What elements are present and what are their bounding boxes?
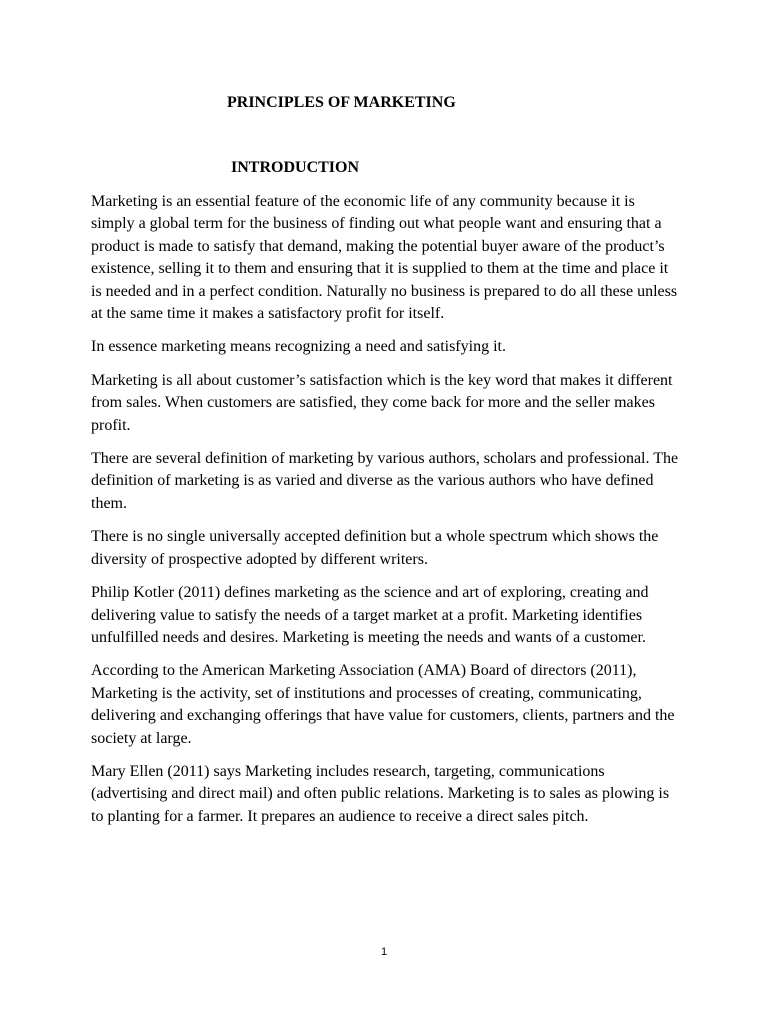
paragraph: In essence marketing means recognizing a need and satisfying it. [91, 338, 506, 356]
paragraph: There are several definition of marketing by various authors, scholars and professional. The definition of marketing is as varied and diverse as the various authors who have defined them. [91, 450, 679, 512]
paragraph: There is no single universally accepted definition but a whole spectrum which shows the diversity of prospective adopted by different writers. [91, 528, 659, 568]
paragraph: Philip Kotler (2011) defines marketing as the science and art of exploring, creating and delivering value to satisfy the needs of a target market at a profit. Marketing identifies unfulfilled needs and desires. Marketing is meeting the needs and wants of a customer. [91, 584, 649, 646]
paragraph: According to the American Marketing Association (AMA) Board of directors (2011), Marketing is the activity, set of institutions and processes of creating, communicating, delivering and exchanging offerings that have value for customers, clients, partners and the society at large. [91, 662, 675, 747]
section-heading: INTRODUCTION [231, 159, 360, 176]
document-title: PRINCIPLES OF MARKETING [227, 94, 456, 111]
paragraph: Marketing is an essential feature of the economic life of any community because it is simply a global term for the business of finding out what people want and ensuring that a product is made to satisfy that demand, making the potential buyer aware of the product’s existence, selling it to them and ensuring that it is supplied to them at the time and place it is needed and in a perfect condition. Naturally no business is prepared to do all these unless at the same time it makes a satisfactory profit for itself. [91, 193, 678, 323]
body-text [91, 191, 681, 839]
paragraph: Mary Ellen (2011) says Marketing includes research, targeting, communications (advertising and direct mail) and often public relations. Marketing is to sales as plowing is to planting for a farmer. It prepares an audience to receive a direct sales pitch. [91, 762, 670, 825]
page-number: 1 [380, 946, 388, 958]
paragraph: Marketing is all about customer’s satisfaction which is the key word that makes it different from sales. When customers are satisfied, they come back for more and the seller makes profit. [91, 371, 673, 434]
